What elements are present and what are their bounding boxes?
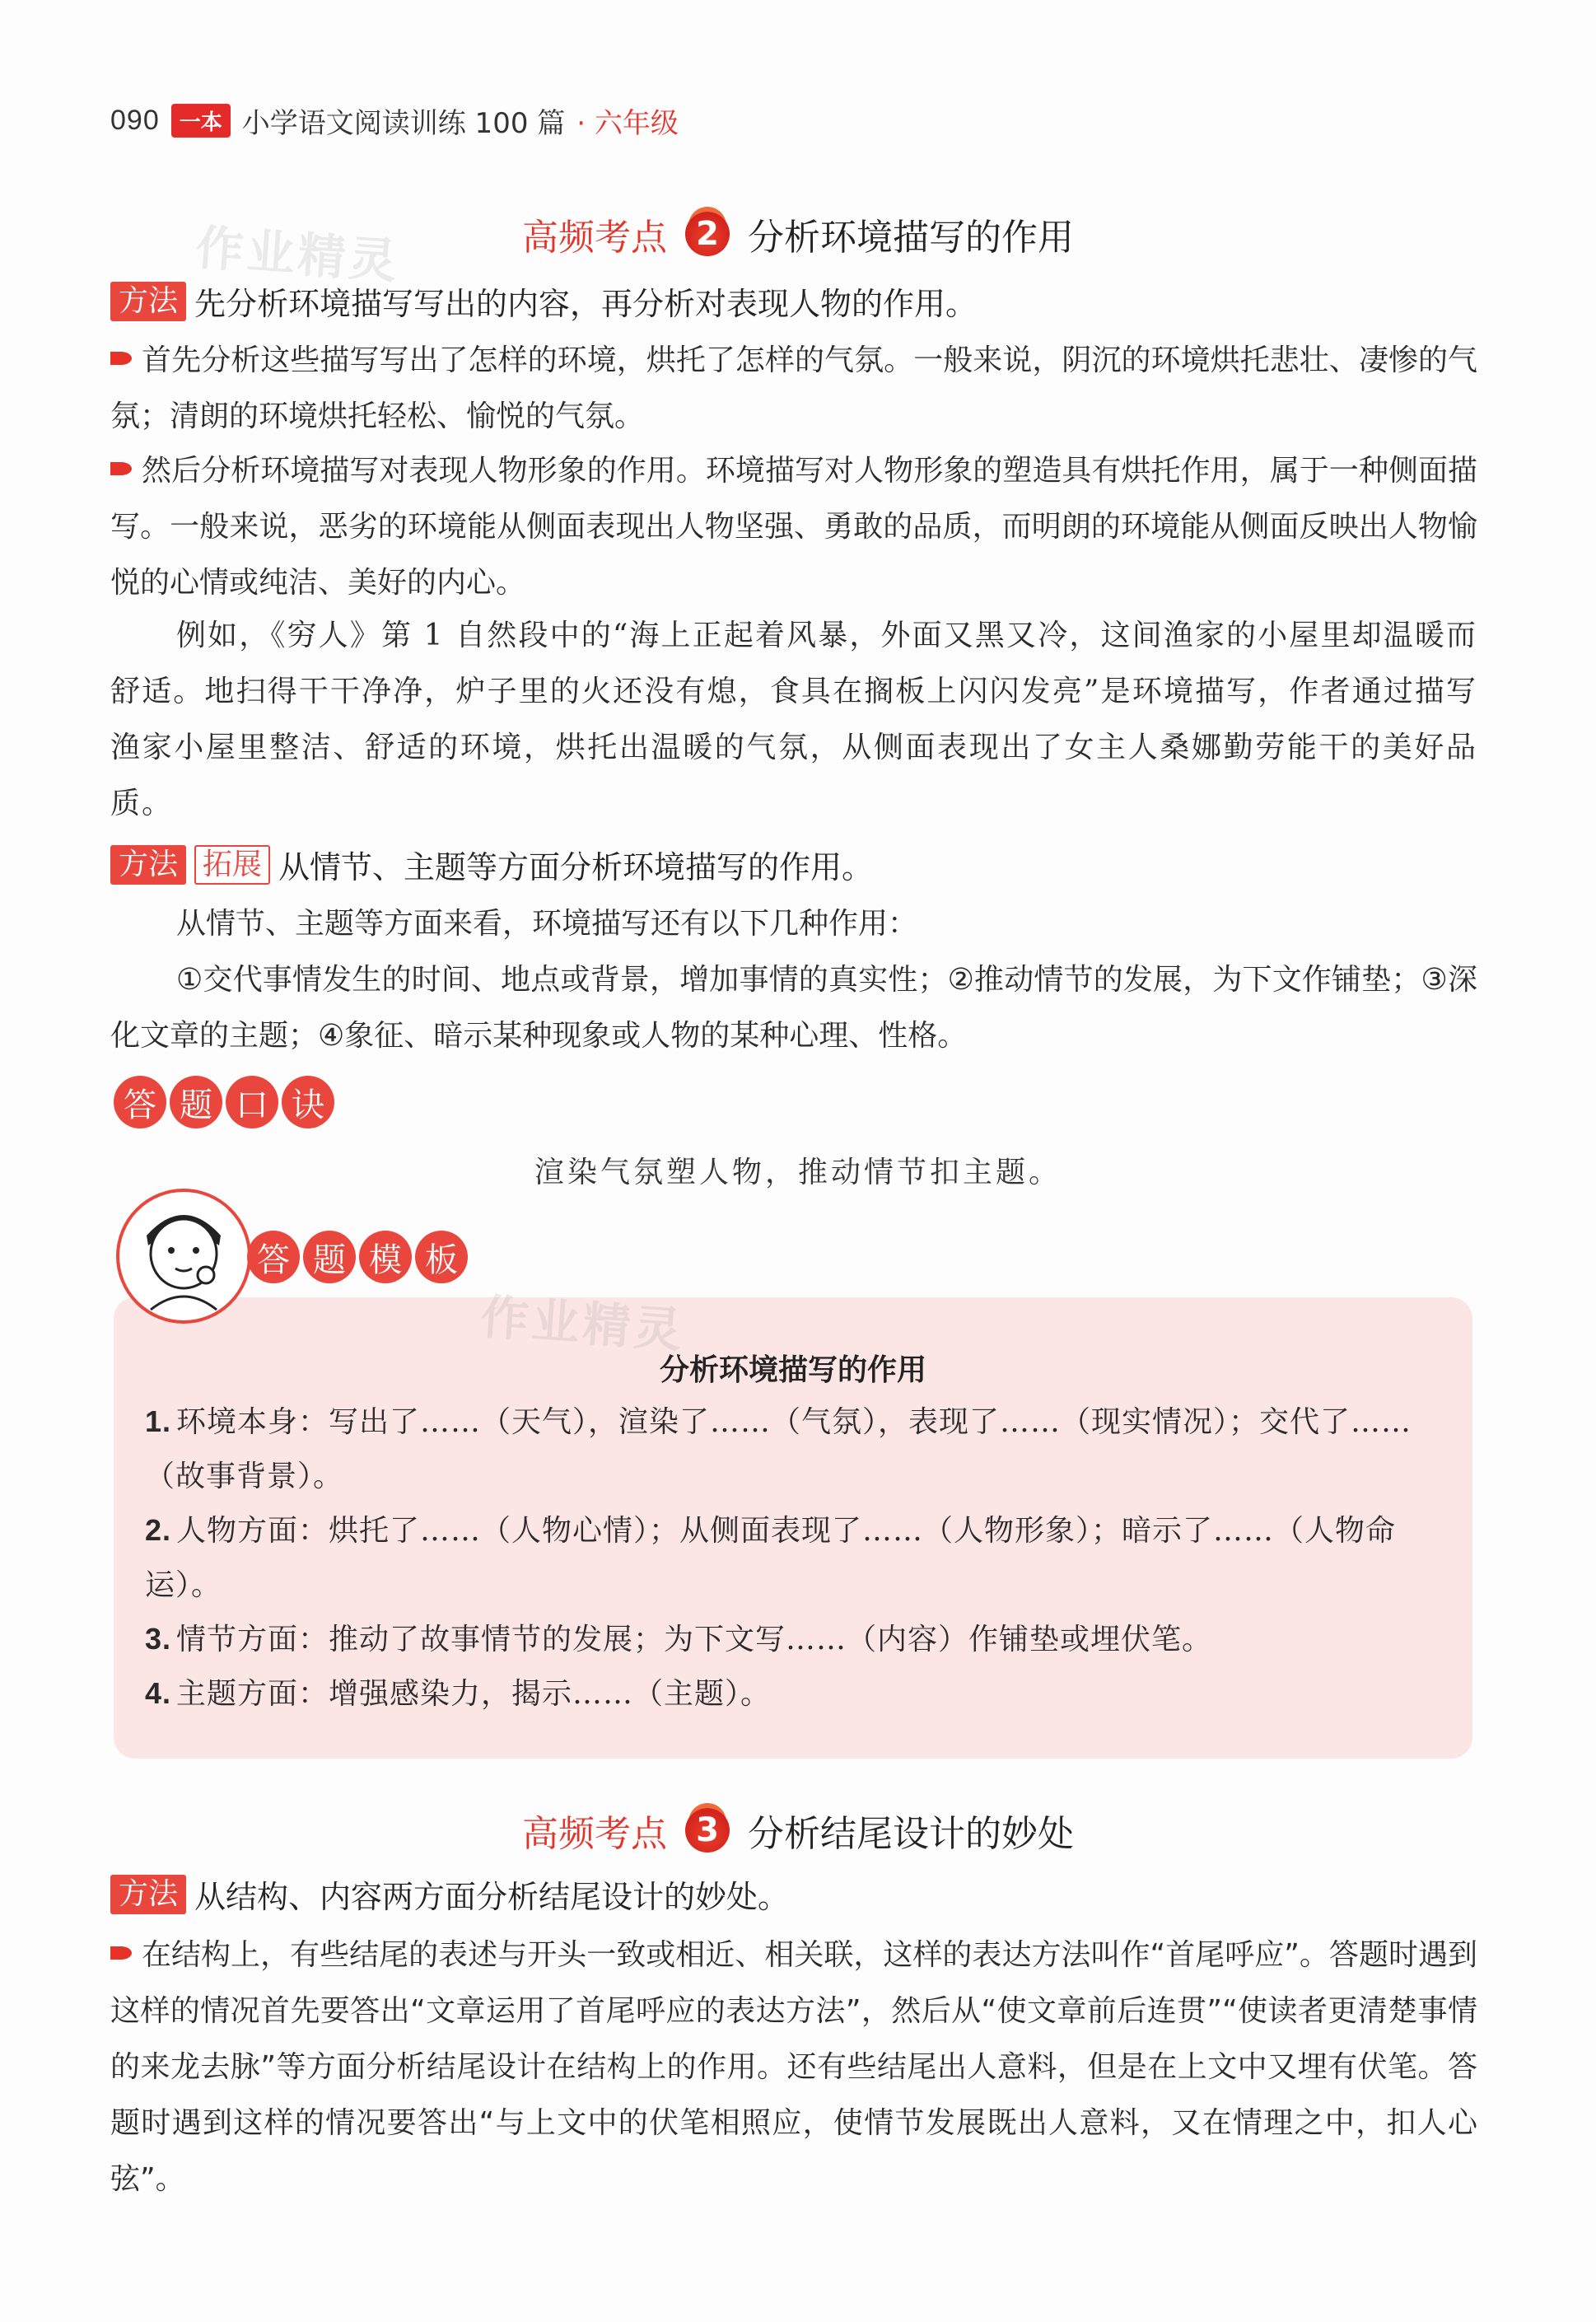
method-tag: 方法 xyxy=(110,845,186,885)
page-header xyxy=(110,100,679,141)
flame-number-icon: 2 xyxy=(685,212,730,256)
rhyme-heading xyxy=(114,1076,334,1128)
method-tag: 方法 xyxy=(110,1875,186,1914)
method-tag: 方法 xyxy=(110,282,186,321)
extension-tag: 拓展 xyxy=(194,845,270,885)
badge-char: 诀 xyxy=(282,1076,334,1128)
flame-number-icon: 3 xyxy=(685,1808,730,1852)
badge-char: 答 xyxy=(114,1076,166,1128)
brand-logo: 一本 xyxy=(171,104,231,138)
badge-char: 题 xyxy=(303,1231,356,1283)
method-text: 从情节、主题等方面分析环境描写的作用。 xyxy=(278,849,874,885)
section-title: 分析结尾设计的妙处 xyxy=(748,1813,1074,1855)
example-paragraph: 例如，《穷人》第 1 自然段中的“海上正起着风暴，外面又黑又冷，这间渔家的小屋里却温暖而舒适。地扫得干干净净，炉子里的火还没有熄，食具在搁板上闪闪发亮”是环境描写，作者通过描写渔家小屋里整洁、舒适的环境，烘托出温暖的气氛，从侧面表现出了女主人桑娜勤劳能干的美好品质。 xyxy=(110,619,1477,820)
bullet-icon xyxy=(110,352,132,365)
badge-char: 口 xyxy=(226,1076,278,1128)
paragraph: 首先分析这些描写写出了怎样的环境，烘托了怎样的气氛。一般来说，阴沉的环境烘托悲壮、凄惨的气氛；清朗的环境烘托轻松、愉悦的气氛。 xyxy=(110,343,1477,433)
section-label: 高频考点 xyxy=(522,1813,667,1855)
boy-icon xyxy=(114,1186,254,1326)
template-item: 4. 主题方面：增强感染力，揭示……（主题）。 xyxy=(145,1676,772,1711)
method-line xyxy=(110,278,977,324)
paragraph: ①交代事情发生的时间、地点或背景，增加事情的真实性；②推动情节的发展，为下文作铺垫；③深化文章的主题；④象征、暗示某种现象或人物的某种心理、性格。 xyxy=(110,963,1477,1053)
method-text: 从结构、内容两方面分析结尾设计的妙处。 xyxy=(194,1879,790,1915)
answer-template-box xyxy=(114,1297,1472,1759)
page-number: 090 xyxy=(110,105,160,136)
section-heading xyxy=(0,1804,1596,1857)
paragraph: 然后分析环境描写对表现人物形象的作用。环境描写对人物形象的塑造具有烘托作用，属于一种侧面描写。一般来说，恶劣的环境能从侧面表现出人物坚强、勇敢的品质，而明朗的环境能从侧面反映出人物愉悦的心情或纯洁、美好的内心。 xyxy=(110,454,1477,600)
bullet-icon xyxy=(110,462,132,475)
paragraph: 从情节、主题等方面来看，环境描写还有以下几种作用： xyxy=(176,907,918,941)
book-title: 小学语文阅读训练 100 篇 xyxy=(241,107,566,140)
template-item: 3. 情节方面：推动了故事情节的发展；为下文写……（内容）作铺垫或埋伏笔。 xyxy=(145,1622,1213,1656)
badge-char: 题 xyxy=(170,1076,222,1128)
grade-label: · 六年级 xyxy=(576,107,679,140)
method-extension-line xyxy=(110,842,873,887)
watermark: 作业精灵 xyxy=(478,1288,687,1359)
section-label: 高频考点 xyxy=(522,217,667,259)
template-heading xyxy=(247,1231,468,1283)
watermark: 作业精灵 xyxy=(194,219,402,290)
badge-char: 答 xyxy=(247,1231,300,1283)
answer-rhyme: 渲染气氛塑人物，推动情节扣主题。 xyxy=(534,1156,1062,1189)
badge-char: 模 xyxy=(359,1231,412,1283)
thinking-boy-avatar xyxy=(114,1186,254,1326)
method-text: 先分析环境描写写出的内容，再分析对表现人物的作用。 xyxy=(194,286,978,322)
template-item: 1. 环境本身：写出了……（天气），渲染了……（气氛），表现了……（现实情况）；交代了……（故事背景）。 xyxy=(145,1404,1412,1493)
badge-char: 板 xyxy=(415,1231,468,1283)
template-item: 2. 人物方面：烘托了……（人物心情）；从侧面表现了……（人物形象）；暗示了……（人物命运）。 xyxy=(145,1513,1397,1602)
bullet-icon xyxy=(110,1946,132,1960)
template-title: 分析环境描写的作用 xyxy=(659,1353,926,1387)
paragraph: 在结构上，有些结尾的表述与开头一致或相近、相关联，这样的表达方法叫作“首尾呼应”。答题时遇到这样的情况首先要答出“文章运用了首尾呼应的表达方法”，然后从“使文章前后连贯”“使读者更清楚事情的来龙去脉”等方面分析结尾设计在结构上的作用。还有些结尾出人意料，但是在上文中又埋有伏笔。答题时遇到这样的情况要答出“与上文中的伏笔相照应，使情节发展既出人意料，又在情理之中，扣人心弦”。 xyxy=(110,1938,1477,2196)
section-heading xyxy=(0,208,1596,260)
method-line xyxy=(110,1871,789,1917)
section-title: 分析环境描写的作用 xyxy=(748,217,1074,259)
